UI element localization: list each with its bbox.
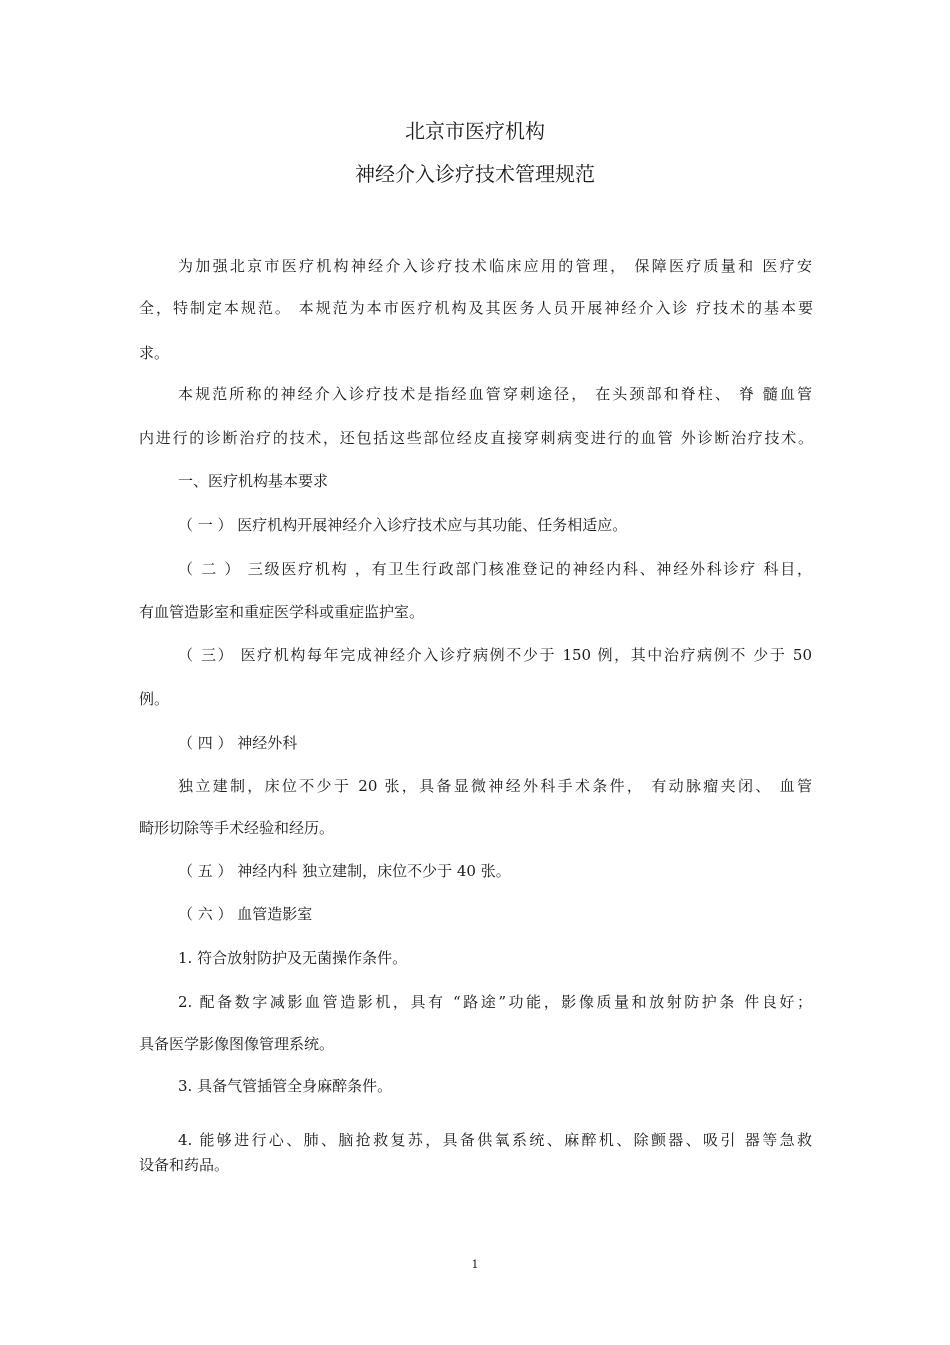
page-number: 1: [471, 1258, 479, 1271]
body-line: 独立建制，床位不少于 20 张，具备显微神经外科手术条件， 有动脉瘤夹闭、 血管: [178, 777, 812, 795]
list-item: 3. 具备气管插管全身麻醉条件。: [178, 1077, 393, 1095]
body-line: 畸形切除等手术经验和经历。: [139, 819, 335, 837]
list-item: 4. 能够进行心、肺、脑抢救复苏，具备供氧系统、麻醉机、除颤器、吸引 器等急救: [178, 1131, 812, 1149]
subsection-heading: （ 四 ） 神经外科: [178, 734, 298, 752]
body-line: 为加强北京市医疗机构神经介入诊疗技术临床应用的管理， 保障医疗质量和 医疗安: [178, 257, 812, 275]
body-line: （ 一 ） 医疗机构开展神经介入诊疗技术应与其功能、任务相适应。: [178, 516, 628, 534]
body-line: 例。: [139, 690, 170, 708]
document-title-line-1: 北京市医疗机构: [405, 119, 545, 143]
body-line: （ 三） 医疗机构每年完成神经介入诊疗病例不少于 150 例，其中治疗病例不 少于 50: [178, 646, 812, 664]
body-line: 有血管造影室和重症医学科或重症监护室。: [139, 603, 425, 621]
subsection-heading: （ 六 ） 血管造影室: [178, 905, 313, 923]
body-line: 全，特制定本规范。 本规范为本市医疗机构及其医务人员开展神经介入诊 疗技术的基本要: [139, 299, 813, 317]
body-line: （ 二 ） 三级医疗机构 ，有卫生行政部门核准登记的神经内科、神经外科诊疗 科目，: [178, 560, 812, 578]
document-title-line-2: 神经介入诊疗技术管理规范: [355, 162, 595, 186]
body-line: （ 五 ） 神经内科 独立建制，床位不少于 40 张。: [178, 862, 511, 880]
body-line: 本规范所称的神经介入诊疗技术是指经血管穿刺途径， 在头颈部和脊柱、 脊 髓血管: [178, 385, 812, 403]
list-item: 2. 配备数字减影血管造影机，具有 “路途”功能，影像质量和放射防护条 件良好；: [178, 993, 812, 1011]
section-heading: 一、医疗机构基本要求: [178, 472, 329, 490]
list-item: 1. 符合放射防护及无菌操作条件。: [178, 949, 408, 967]
body-line: 内进行的诊断治疗的技术，还包括这些部位经皮直接穿刺病变进行的血管 外诊断治疗技术。: [139, 429, 813, 447]
body-line: 求。: [139, 344, 170, 362]
body-line: 设备和药品。: [139, 1156, 230, 1174]
body-line: 具备医学影像图像管理系统。: [139, 1035, 335, 1053]
